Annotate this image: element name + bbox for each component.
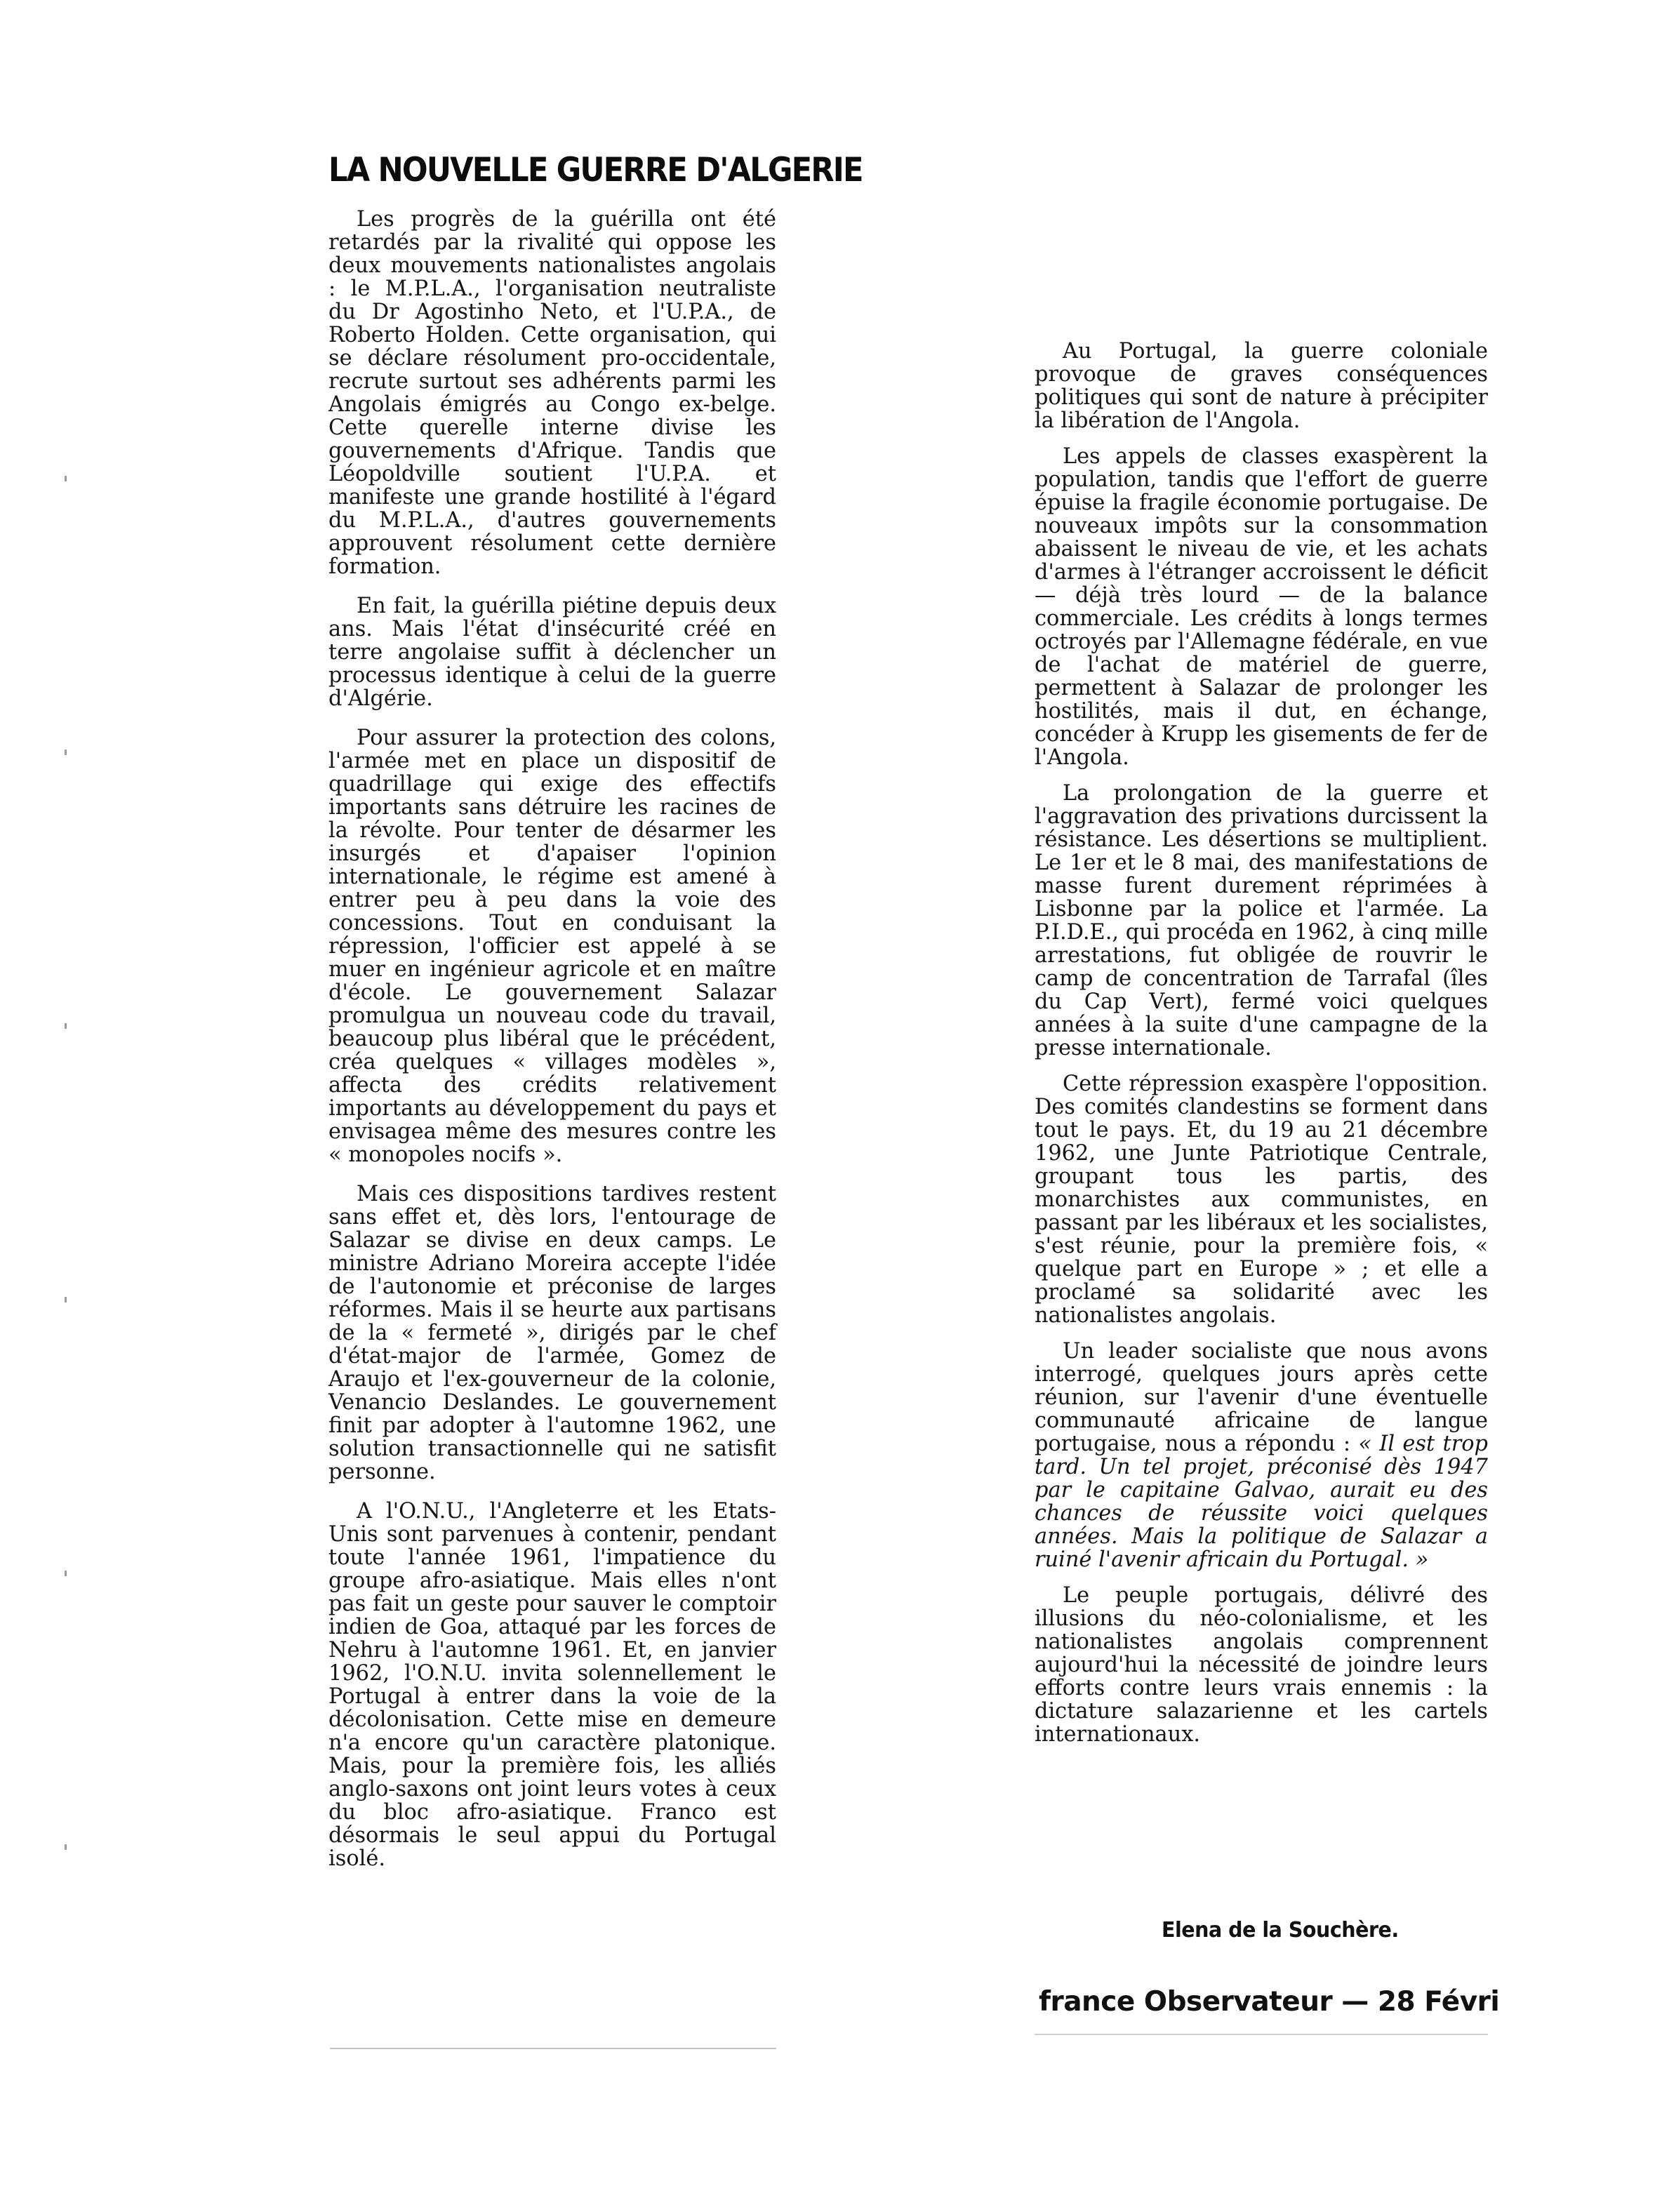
margin-mark-3 bbox=[65, 1023, 67, 1029]
interview-quote: « Il est trop tard. Un tel projet, préconisé dès 1947 par le capitaine Galvao, aurait eu des chances de réussite voici quelques années. Mais la politique de Salazar a ruiné l'avenir africain du Portugal. » bbox=[1035, 1432, 1488, 1572]
right-paragraph-5 bbox=[1035, 1340, 1488, 1571]
left-column-bottom-rule bbox=[330, 2048, 776, 2049]
right-paragraph-3: La prolongation de la guerre et l'aggravation des privations durcissent la résistance. Les désertions se multiplient. Le 1er et le 8 mai, des manifestations de masse furent durement réprimées à Lisbonne par la police et l'armée. La P.I.D.E., qui procéda en 1962, à cinq mille arrestations, fut obligée de rouvrir le camp de concentration de Tarrafal (îles du Cap Vert), fermé voici quelques années à la suite d'une campagne de la presse internationale. bbox=[1035, 781, 1488, 1060]
article-right-column bbox=[1035, 340, 1488, 1759]
article-headline: LA NOUVELLE GUERRE D'ALGERIE bbox=[328, 151, 863, 189]
right-paragraph-2: Les appels de classes exaspèrent la population, tandis que l'effort de guerre épuise la fragile économie portugaise. De nouveaux impôts sur la consommation abaissent le niveau de vie, et les achats d'armes à l'étranger accroissent le déficit — déjà très lourd — de la balance commerciale. Les crédits à longs termes octroyés par l'Allemagne fédérale, en vue de l'achat de matériel de guerre, permettent à Salazar de prolonger les hostilités, mais il dut, en échange, concéder à Krupp les gisements de fer de l'Angola. bbox=[1035, 444, 1488, 770]
margin-mark-2 bbox=[65, 749, 67, 755]
right-paragraph-4: Cette répression exaspère l'opposition. Des comités clandestins se forment dans tout le pays. Et, du 19 au 21 décembre 1962, une Junte Patriotique Centrale, groupant tous les partis, des monarchistes aux communistes, en passant par les libéraux et les socialistes, s'est réunie, pour la première fois, « quelque part en Europe » ; et elle a proclamé sa solidarité avec les nationalistes angolais. bbox=[1035, 1072, 1488, 1328]
author-signature: Elena de la Souchère. bbox=[1162, 1918, 1399, 1943]
left-paragraph-3: Pour assurer la protection des colons, l'armée met en place un dispositif de quadrillage qui exige des effectifs importants sans détruire les racines de la révolte. Pour tenter de désarmer les insurgés et d'apaiser l'opinion internationale, le régime est amené à entrer peu à peu dans la voie des concessions. Tout en conduisant la répression, l'officier est appelé à se muer en ingénieur agricole et en maître d'école. Le gouvernement Salazar promulgua un nouveau code du travail, beaucoup plus libéral que le précédent, créa quelques « villages modèles », affecta des crédits relativement importants au développement du pays et envisagea même des mesures contre les « monopoles nocifs ». bbox=[328, 726, 776, 1167]
margin-mark-5 bbox=[65, 1571, 67, 1576]
left-paragraph-1: Les progrès de la guérilla ont été retardés par la rivalité qui oppose les deux mouvements nationalistes angolais : le M.P.L.A., l'organisation neutraliste du Dr Agostinho Neto, et l'U.P.A., de Roberto Holden. Cette organisation, qui se déclare résolument pro-occidentale, recrute surtout ses adhérents parmi les Angolais émigrés au Congo ex-belge. Cette querelle interne divise les gouvernements d'Afrique. Tandis que Léopoldville soutient l'U.P.A. et manifeste une grande hostilité à l'égard du M.P.L.A., d'autres gouvernements approuvent résolument cette dernière formation. bbox=[328, 207, 776, 579]
right-paragraph-6: Le peuple portugais, délivré des illusions du néo-colonialisme, et les nationalistes angolais comprennent aujourd'hui la nécessité de joindre leurs efforts contre leurs vrais ennemis : la dictature salazarienne et les cartels internationaux. bbox=[1035, 1583, 1488, 1747]
left-paragraph-5: A l'O.N.U., l'Angleterre et les Etats-Unis sont parvenues à contenir, pendant toute l'année 1961, l'impatience du groupe afro-asiatique. Mais elles n'ont pas fait un geste pour sauver le comptoir indien de Goa, attaqué par les forces de Nehru à l'automne 1961. Et, en janvier 1962, l'O.N.U. invita solennellement le Portugal à entrer dans la voie de la décolonisation. Cette mise en demeure n'a encore qu'un caractère platonique. Mais, pour la première fois, les alliés anglo-saxons ont joint leurs votes à ceux du bloc afro-asiatique. Franco est désormais le seul appui du Portugal isolé. bbox=[328, 1499, 776, 1871]
right-column-bottom-rule bbox=[1035, 2034, 1488, 2035]
right-paragraph-1: Au Portugal, la guerre coloniale provoque de graves conséquences politiques qui sont de nature à précipiter la libération de l'Angola. bbox=[1035, 339, 1488, 433]
margin-mark-4 bbox=[65, 1297, 67, 1302]
left-paragraph-4: Mais ces dispositions tardives restent sans effet et, dès lors, l'entourage de Salazar se divise en deux camps. Le ministre Adriano Moreira accepte l'idée de l'autonomie et préconise de larges réformes. Mais il se heurte aux partisans de la « fermeté », dirigés par le chef d'état-major de l'armée, Gomez de Araujo et l'ex-gouverneur de la colonie, Venancio Deslandes. Le gouvernement finit par adopter à l'automne 1962, une solution transactionnelle qui ne satisfit personne. bbox=[328, 1182, 776, 1484]
publication-source-line: france Observateur — 28 Févri bbox=[1039, 1986, 1500, 2018]
interview-intro: Un leader socialiste que nous avons interrogé, quelques jours après cette réunion, sur l'avenir d'une éventuelle communauté africaine de langue portugaise, nous a répondu : bbox=[1035, 1339, 1488, 1456]
margin-mark-6 bbox=[65, 1844, 67, 1850]
left-paragraph-2: En fait, la guérilla piétine depuis deux ans. Mais l'état d'insécurité créé en terre angolaise suffit à déclencher un processus identique à celui de la guerre d'Algérie. bbox=[328, 594, 776, 711]
article-left-column bbox=[328, 208, 776, 1886]
margin-mark-1 bbox=[65, 476, 67, 481]
